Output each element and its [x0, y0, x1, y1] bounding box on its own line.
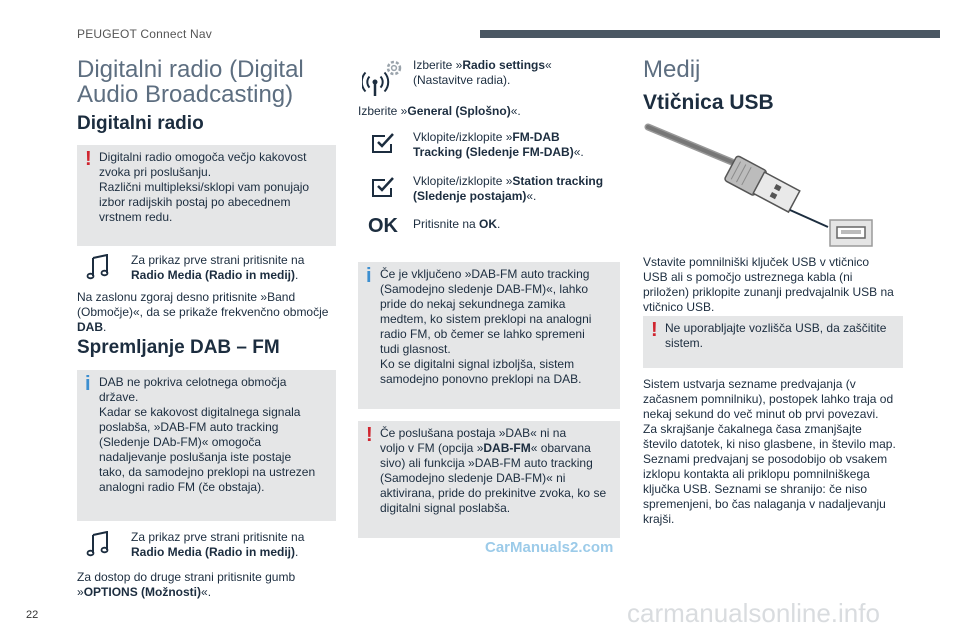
text-line: Ne uporabljajte vozlišča USB, da zaščitite: [665, 321, 887, 335]
text-line: vrstnem redu.: [99, 210, 173, 224]
music-note-icon: [86, 254, 110, 280]
text-line: Digitalni radio omogoča večjo kakovost: [99, 150, 307, 164]
music-note-icon: [86, 531, 110, 557]
text-line: radio FM, ob čemer se lahko spremeni: [380, 327, 585, 341]
text-line: Kadar se kakovost digitalnega signala: [99, 405, 301, 419]
bold-text: DAB-FM: [483, 441, 531, 455]
text-line: [77, 585, 295, 600]
text-line: DAB ne pokriva celotnega območja: [99, 375, 287, 389]
text: «: [545, 58, 552, 72]
text-line: sistem.: [665, 336, 704, 350]
checkbox-icon: [371, 131, 395, 155]
text-line: poslabša, »DAB-FM auto tracking: [99, 420, 279, 434]
subheading-usb: Vtičnica USB: [643, 91, 774, 114]
text-line: izbor radijskih postaj po abecednem: [99, 195, 291, 209]
bold-text: Radio Media (Radio in medij): [131, 268, 296, 282]
text-line: vtičnico USB.: [643, 300, 715, 314]
usb-illustration: [640, 120, 880, 248]
text-line: (Samodejno sledenje DAB-FM)«, lahko: [380, 282, 589, 296]
text-line: (Nastavitve radia).: [413, 73, 511, 87]
ok-icon: OK: [368, 215, 398, 237]
text: « obarvana: [530, 441, 591, 455]
text: «.: [526, 189, 537, 203]
text-line: (Sledenje DAb-FM)« omogoča: [99, 435, 262, 449]
text-line: spremenjeni, bo čas nalaganja v nadaljevanju: [643, 497, 886, 511]
text: .: [497, 217, 501, 231]
text-line: [77, 320, 328, 335]
warning-icon: !: [651, 319, 658, 341]
text-line: Za skrajšanje čakalnega časa zmanjšajte: [643, 422, 862, 436]
text-line: nadaljevanje poslušanja iste postaje: [99, 450, 292, 464]
bold-text: Radio settings: [462, 58, 546, 72]
text: .: [103, 320, 107, 334]
text-line: [131, 268, 304, 283]
text-line: zvoka pri poslušanju.: [99, 165, 212, 179]
heading-line: Digitalni radio (Digital: [77, 56, 304, 83]
warning-icon: !: [366, 424, 373, 446]
text: voljo v FM (opcija »: [380, 441, 484, 455]
text-line: [413, 130, 584, 145]
text-line: tudi glasnost.: [380, 342, 451, 356]
text-line: Za prikaz prve strani pritisnite na: [131, 253, 305, 267]
text-line: [413, 189, 603, 204]
watermark-carmanuals2: CarManuals2.com: [485, 539, 614, 556]
warning-text: [380, 426, 612, 516]
step-radio-media-2: [131, 530, 304, 560]
text-line: ključka USB. Seznami se shranijo: če niso: [643, 482, 868, 496]
text-line: Za prikaz prve strani pritisnite na: [131, 530, 305, 544]
text-line: [413, 58, 552, 73]
text-line: samodejno ponovno preklopi na DAB.: [380, 372, 582, 386]
text: «.: [201, 585, 212, 599]
text-line: izklopu kontakta ali priklopu pomnilniškega: [643, 467, 870, 481]
text: «.: [573, 145, 584, 159]
paragraph-playlists: [643, 377, 896, 527]
step-radio-settings: [413, 58, 552, 88]
text-line: države.: [99, 390, 139, 404]
subheading-digital-radio: Digitalni radio: [77, 113, 204, 134]
bold-text: Radio Media (Radio in medij): [131, 545, 296, 559]
text-line: tako, da samodejno preklopi na ustrezen: [99, 465, 316, 479]
text-line: [380, 441, 612, 456]
step-fm-dab-tracking: [413, 130, 584, 160]
warning-box-right: [643, 316, 903, 368]
text: Pritisnite na: [413, 217, 480, 231]
text-line: Ko se digitalni signal izboljša, sistem: [380, 357, 575, 371]
info-text: [99, 375, 328, 495]
text: .: [295, 545, 299, 559]
bold-text: (Sledenje postajam): [413, 189, 527, 203]
bold-text: DAB: [77, 320, 103, 334]
bold-text: FM-DAB: [512, 130, 560, 144]
text-line: priložen) priklopite zunanji predvajalnik USB na: [643, 285, 894, 299]
text-line: krajši.: [643, 512, 675, 526]
text: «.: [510, 104, 521, 118]
bold-text: Station tracking: [512, 174, 604, 188]
bold-text: OK: [479, 217, 498, 231]
radio-settings-icon: [362, 58, 406, 98]
bold-text: OPTIONS (Možnosti): [83, 585, 202, 599]
text-line: [413, 174, 603, 189]
bold-text: Tracking (Sledenje FM-DAB): [413, 145, 574, 159]
text-line: pride do nekaj sekundnega zamika: [380, 297, 566, 311]
page-number: 22: [26, 609, 39, 621]
text-line: [413, 145, 584, 160]
text: Izberite »: [413, 58, 463, 72]
step-station-tracking: [413, 174, 603, 204]
text-line: medtem, ko sistem preklopi na analogni: [380, 312, 592, 326]
text-line: začasnem pomnilniku), postopek lahko traja od: [643, 392, 894, 406]
text: Izberite »: [358, 104, 408, 118]
text: Vklopite/izklopite »: [413, 130, 513, 144]
warning-text: [665, 321, 895, 351]
section-heading-media: Medij: [643, 56, 701, 83]
text-line: sivo) ali funkcija »DAB-FM auto tracking: [380, 456, 593, 470]
heading-line: Audio Broadcasting): [77, 81, 294, 108]
text-line: nekaj sekund do več minut ob prvi povezavi.: [643, 407, 879, 421]
text-line: Na zaslonu zgoraj desno pritisnite »Band: [77, 290, 296, 304]
warning-text: [99, 150, 328, 225]
text-line: digitalni signal poslabša.: [380, 501, 511, 515]
info-text: [380, 267, 612, 387]
text-line: (Samodejno sledenje DAB-FM)« ni: [380, 471, 566, 485]
checkbox-icon: [371, 175, 395, 199]
text-line: Sistem ustvarja sezname predvajanja (v: [643, 377, 856, 391]
text-line: USB ali s pomočjo ustreznega kabla (ni: [643, 270, 853, 284]
step-ok: [413, 217, 500, 232]
watermark-carmanualsonline: carmanualsonline.info: [627, 598, 880, 628]
text: Vklopite/izklopite »: [413, 174, 513, 188]
info-box-middle: [358, 262, 620, 409]
text-line: Za dostop do druge strani pritisnite gumb: [77, 570, 296, 584]
warning-icon: !: [85, 148, 92, 170]
paragraph-options: [77, 570, 295, 600]
text-line: Vstavite pomnilniški ključek USB v vtičnico: [643, 255, 870, 269]
header-bar: [480, 30, 940, 38]
subheading-dab-fm: Spremljanje DAB – FM: [77, 337, 280, 358]
step-radio-media: [131, 253, 304, 283]
paragraph-usb-insert: [643, 255, 894, 315]
text-line: Če poslušana postaja »DAB« ni na: [380, 426, 567, 440]
text: »: [77, 585, 84, 599]
warning-box-middle: [358, 421, 620, 538]
text: .: [295, 268, 299, 282]
text-line: Seznami predvajanj se posodobijo ob vsakem: [643, 452, 888, 466]
bold-text: General (Splošno): [407, 104, 511, 118]
text-line: število datotek, ki niso glasbene, in število map.: [643, 437, 896, 451]
text-line: Če je vključeno »DAB-FM auto tracking: [380, 267, 590, 281]
text-line: aktivirana, pride do prekinitve zvoka, ko se: [380, 486, 607, 500]
info-box: [77, 370, 336, 521]
info-icon: i: [366, 265, 372, 287]
paragraph-band: [77, 290, 328, 335]
text-line: (Območje)«, da se prikaže frekvenčno območje: [77, 305, 329, 319]
document-header-title: PEUGEOT Connect Nav: [77, 27, 212, 41]
warning-box: [77, 145, 336, 246]
text-line: [131, 545, 304, 560]
text-line: Različni multipleksi/sklopi vam ponujajo: [99, 180, 310, 194]
step-general: [358, 104, 521, 119]
info-icon: i: [85, 373, 91, 395]
text-line: analogni radio FM (če obstaja).: [99, 480, 265, 494]
section-heading-digital-radio: [77, 57, 304, 107]
